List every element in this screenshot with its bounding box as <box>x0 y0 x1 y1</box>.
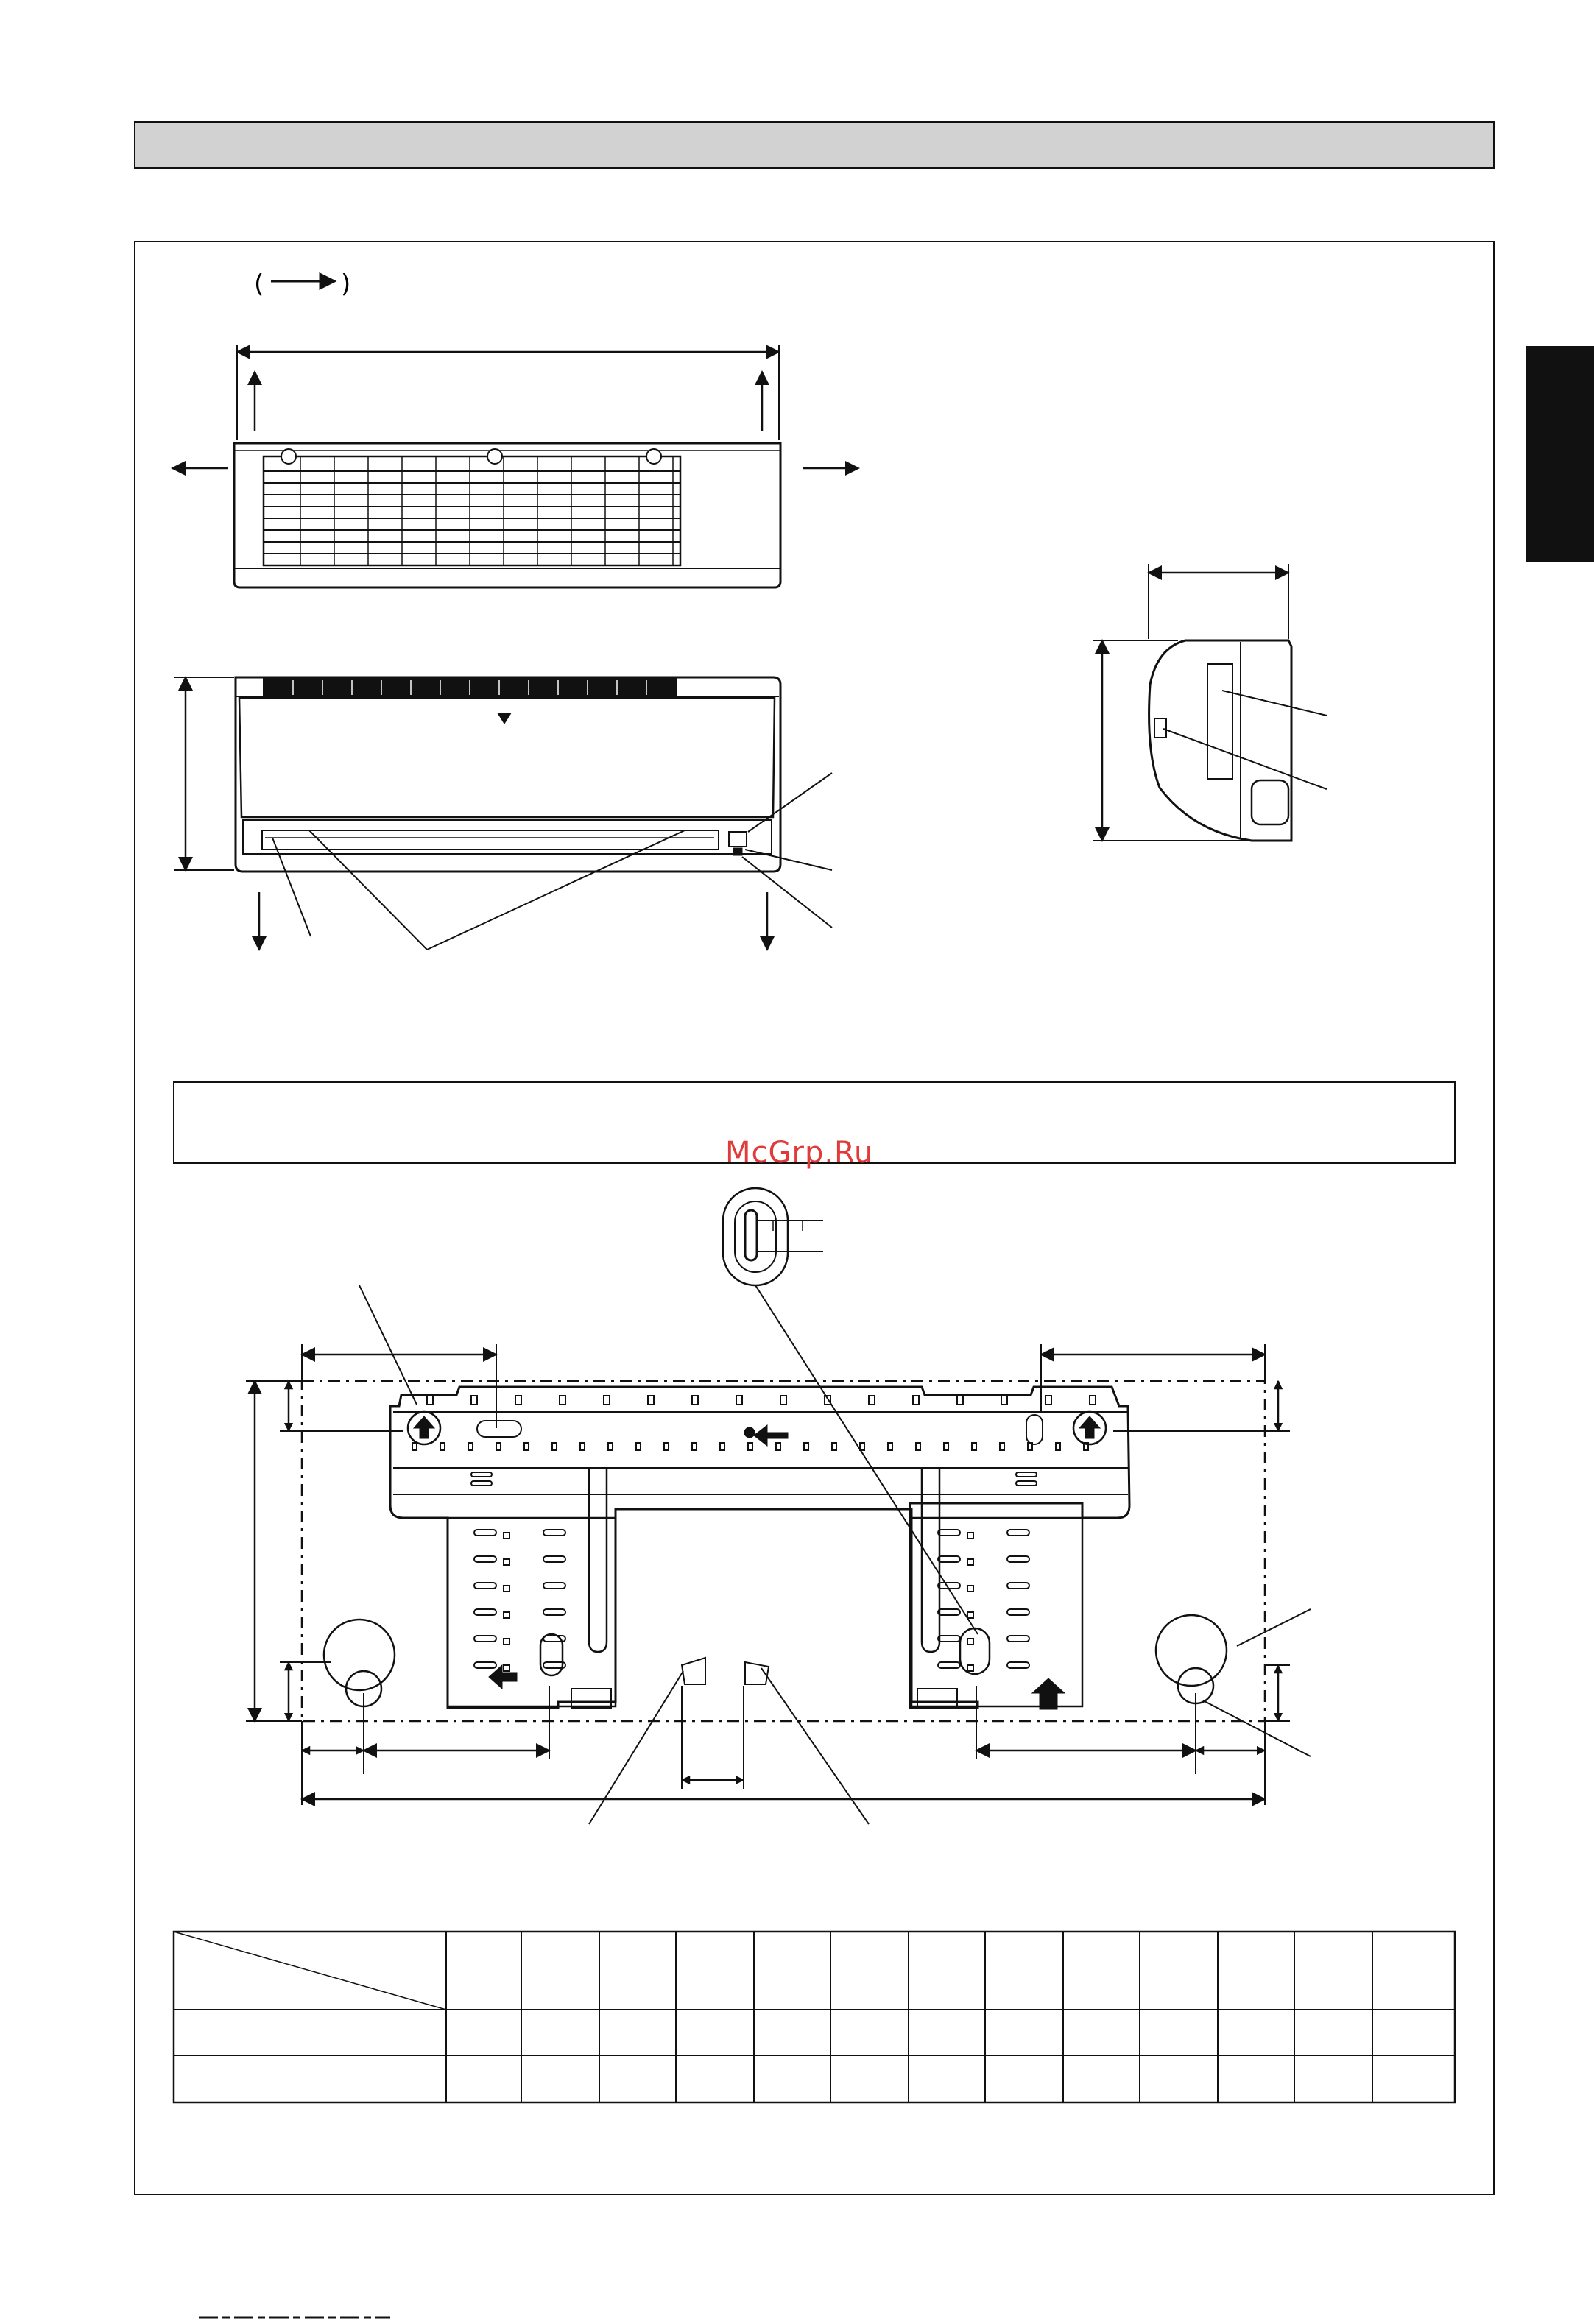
plate-slot <box>468 1443 473 1450</box>
leg-hole <box>504 1559 509 1565</box>
spec-table <box>174 1932 1455 2102</box>
hole-icon <box>324 1620 395 1690</box>
side-tab <box>1526 346 1594 562</box>
plate-tab <box>1090 1396 1096 1405</box>
plate-slot <box>944 1443 948 1450</box>
plate-tab <box>692 1396 698 1405</box>
mounting-plate-view <box>246 1188 1311 1824</box>
plate-tab <box>471 1396 477 1405</box>
hole-icon <box>1156 1615 1227 1686</box>
plate-slot <box>580 1443 585 1450</box>
plate-slot <box>720 1443 724 1450</box>
side-view <box>1093 564 1327 841</box>
front-view-bottom <box>174 677 832 950</box>
leg-slot <box>938 1556 960 1562</box>
plate-slot <box>776 1443 780 1450</box>
screw-icon <box>281 449 296 464</box>
plate-slot <box>1000 1443 1004 1450</box>
plate-slot <box>552 1443 557 1450</box>
leg-slot <box>1007 1636 1029 1642</box>
plate-slot <box>636 1443 641 1450</box>
plate-tab <box>515 1396 521 1405</box>
leg-hole <box>967 1586 973 1592</box>
main-frame <box>135 241 1494 2194</box>
plate-slot <box>832 1443 836 1450</box>
plate-slot <box>804 1443 808 1450</box>
leg-hole <box>967 1533 973 1539</box>
leg-slot <box>474 1636 496 1642</box>
leg-slot <box>543 1556 565 1562</box>
plate-tab <box>648 1396 654 1405</box>
leg-hole <box>504 1665 509 1671</box>
plate-slot <box>888 1443 892 1450</box>
plate-tab <box>427 1396 433 1405</box>
leg-slot <box>474 1583 496 1589</box>
leg-hole <box>504 1533 509 1539</box>
leg-hole <box>504 1639 509 1645</box>
watermark: McGrp.Ru <box>725 1136 874 1170</box>
plate-tab <box>604 1396 610 1405</box>
leg-slot <box>474 1530 496 1536</box>
front-view-top <box>172 345 858 587</box>
leg-slot <box>474 1662 496 1668</box>
leg-slot <box>474 1556 496 1562</box>
leg-slot <box>543 1583 565 1589</box>
plate-slot <box>664 1443 669 1450</box>
leg-slot <box>938 1583 960 1589</box>
plate-tab <box>1045 1396 1051 1405</box>
plate-slot <box>692 1443 697 1450</box>
plate-slot <box>412 1443 417 1450</box>
plate-tab <box>869 1396 875 1405</box>
plate-slot <box>524 1443 529 1450</box>
screw-icon <box>646 449 661 464</box>
leg-slot <box>1007 1609 1029 1615</box>
plate-tab <box>736 1396 742 1405</box>
plate-tab <box>957 1396 963 1405</box>
plate-slot <box>608 1443 613 1450</box>
leg-hole <box>504 1612 509 1618</box>
screw-icon <box>487 449 502 464</box>
leg-hole <box>967 1665 973 1671</box>
leg-slot <box>474 1609 496 1615</box>
leg-slot <box>543 1530 565 1536</box>
plate-slot <box>972 1443 976 1450</box>
plate-slot <box>471 1481 492 1486</box>
leg-slot <box>938 1636 960 1642</box>
legend <box>254 269 350 299</box>
plate-slot <box>860 1443 864 1450</box>
leg-slot <box>938 1662 960 1668</box>
plate-slot <box>496 1443 501 1450</box>
plate-slot <box>748 1443 752 1450</box>
leg-slot <box>938 1530 960 1536</box>
leg-hole <box>967 1559 973 1565</box>
leg-slot <box>1007 1530 1029 1536</box>
leg-hole <box>967 1639 973 1645</box>
plate-tab <box>825 1396 830 1405</box>
leg-hole <box>967 1612 973 1618</box>
leg-slot <box>1007 1662 1029 1668</box>
leg-slot <box>1007 1583 1029 1589</box>
legend-close-paren: ) <box>341 269 351 299</box>
plate-slot <box>1056 1443 1060 1450</box>
plate-tab <box>560 1396 565 1405</box>
header-bar <box>135 122 1494 168</box>
plate-tab <box>780 1396 786 1405</box>
plate-tab <box>913 1396 919 1405</box>
plate-tab <box>1001 1396 1007 1405</box>
leg-hole <box>504 1586 509 1592</box>
plate-slot <box>916 1443 920 1450</box>
plate-slot <box>1016 1472 1037 1477</box>
plate-slot <box>1016 1481 1037 1486</box>
leg-slot <box>543 1609 565 1615</box>
legend-open-paren: ( <box>254 269 264 299</box>
plate-slot <box>440 1443 445 1450</box>
plate-slot <box>471 1472 492 1477</box>
leg-slot <box>938 1609 960 1615</box>
leg-slot <box>1007 1556 1029 1562</box>
